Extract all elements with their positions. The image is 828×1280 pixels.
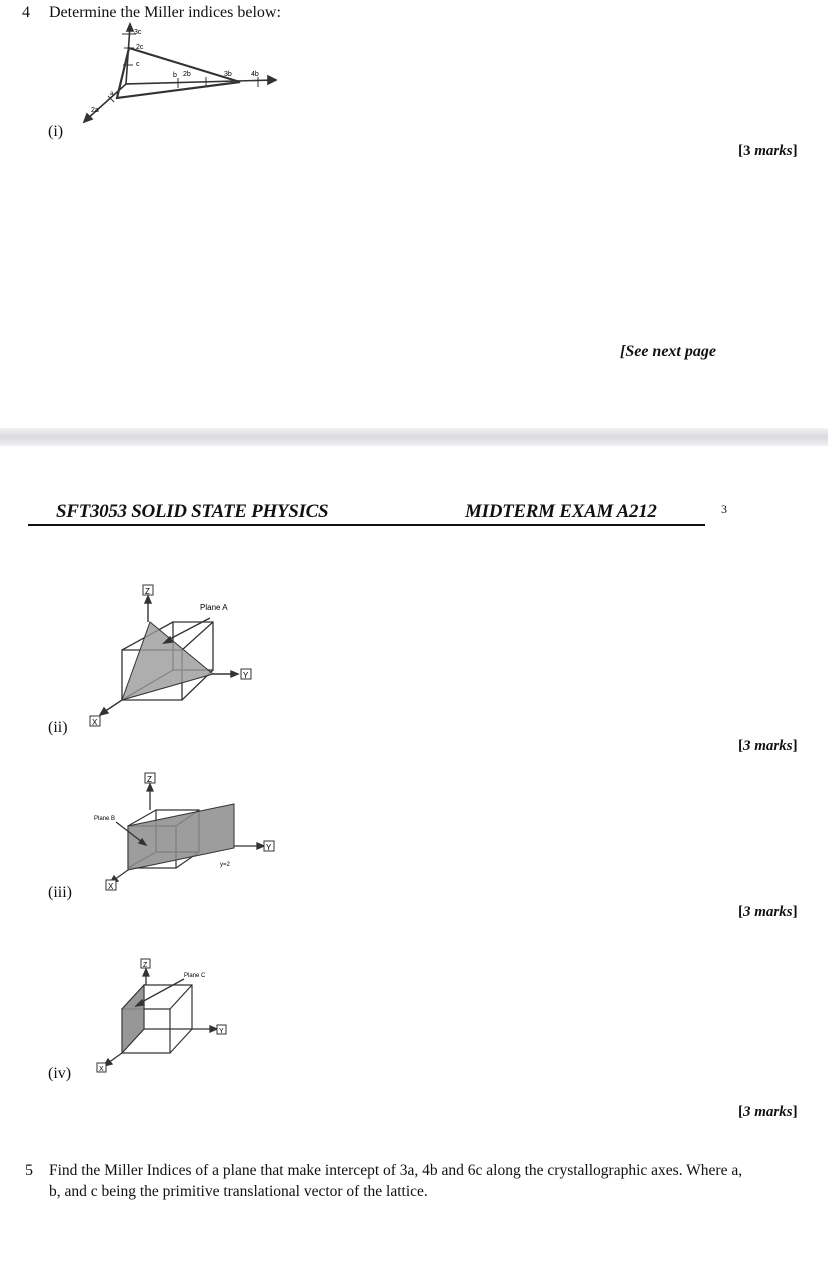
label-b: b — [173, 72, 177, 79]
marks-i-close: ] — [792, 143, 798, 159]
label-3b: 3b — [224, 71, 232, 78]
page-break-divider — [0, 428, 828, 446]
label-2a: 2a — [91, 107, 99, 114]
exam-title: MIDTERM EXAM A212 — [465, 501, 657, 522]
fig-iii-x: X — [108, 882, 114, 891]
header-rule-left — [28, 524, 358, 526]
fig-ii-x: X — [92, 718, 98, 727]
figure-iv-plane-c — [92, 957, 252, 1079]
page-number: 3 — [721, 502, 727, 516]
fig-iii-z: Z — [147, 775, 152, 784]
figure-iii-plane-b — [84, 770, 284, 894]
fig-iii-plane-label: Plane B — [94, 816, 116, 822]
part-iv-label: (iv) — [48, 1065, 72, 1082]
marks-i — [738, 143, 798, 160]
label-a: a — [110, 91, 114, 97]
question-4-text: Determine the Miller indices below: — [49, 4, 281, 21]
fig-iii-y: Y — [266, 843, 272, 852]
see-next-page: [See next page — [620, 343, 716, 360]
part-iii-label: (iii) — [48, 884, 72, 901]
part-i-label: (i) — [48, 123, 64, 140]
fig-iv-z: Z — [143, 962, 148, 969]
question-5-number: 5 — [25, 1162, 33, 1179]
fig-ii-z: Z — [145, 587, 150, 596]
label-2b: 2b — [183, 71, 191, 78]
marks-ii-value: 3 marks — [743, 738, 793, 754]
question-5-line-1: Find the Miller Indices of a plane that make intercept of 3a, 4b and 6c along the crystallographic axes. Where a, — [49, 1162, 743, 1179]
figure-ii-plane-a — [80, 582, 270, 732]
marks-iv: [3 marks] — [738, 1104, 798, 1120]
marks-iv-value: 3 marks — [743, 1104, 793, 1120]
fig-iv-x: X — [99, 1066, 104, 1073]
fig-iv-plane-label: Plane C — [184, 973, 206, 979]
marks-iii: [3 marks] — [738, 904, 798, 920]
fig-iv-y: Y — [219, 1028, 224, 1035]
fig-iii-y2-label: y=2 — [220, 862, 230, 868]
part-ii-label: (ii) — [48, 719, 68, 736]
question-5-line-2: b, and c being the primitive translational vector of the lattice. — [49, 1183, 428, 1200]
marks-iii-value: 3 marks — [743, 904, 793, 920]
question-4-number: 4 — [22, 4, 30, 21]
marks-ii: [3 marks] — [738, 738, 798, 754]
label-3c: 3c — [134, 29, 142, 36]
header-rule-right — [358, 524, 705, 526]
marks-i-word: marks — [754, 143, 793, 159]
label-c: c — [136, 61, 140, 68]
fig-ii-plane-label: Plane A — [200, 603, 228, 612]
fig-ii-y: Y — [243, 671, 249, 680]
figure-i-intercepts — [78, 22, 288, 134]
marks-i-open: [3 — [738, 143, 755, 159]
label-4b: 4b — [251, 71, 259, 78]
label-2c: 2c — [136, 44, 144, 51]
course-title: SFT3053 SOLID STATE PHYSICS — [56, 501, 329, 522]
